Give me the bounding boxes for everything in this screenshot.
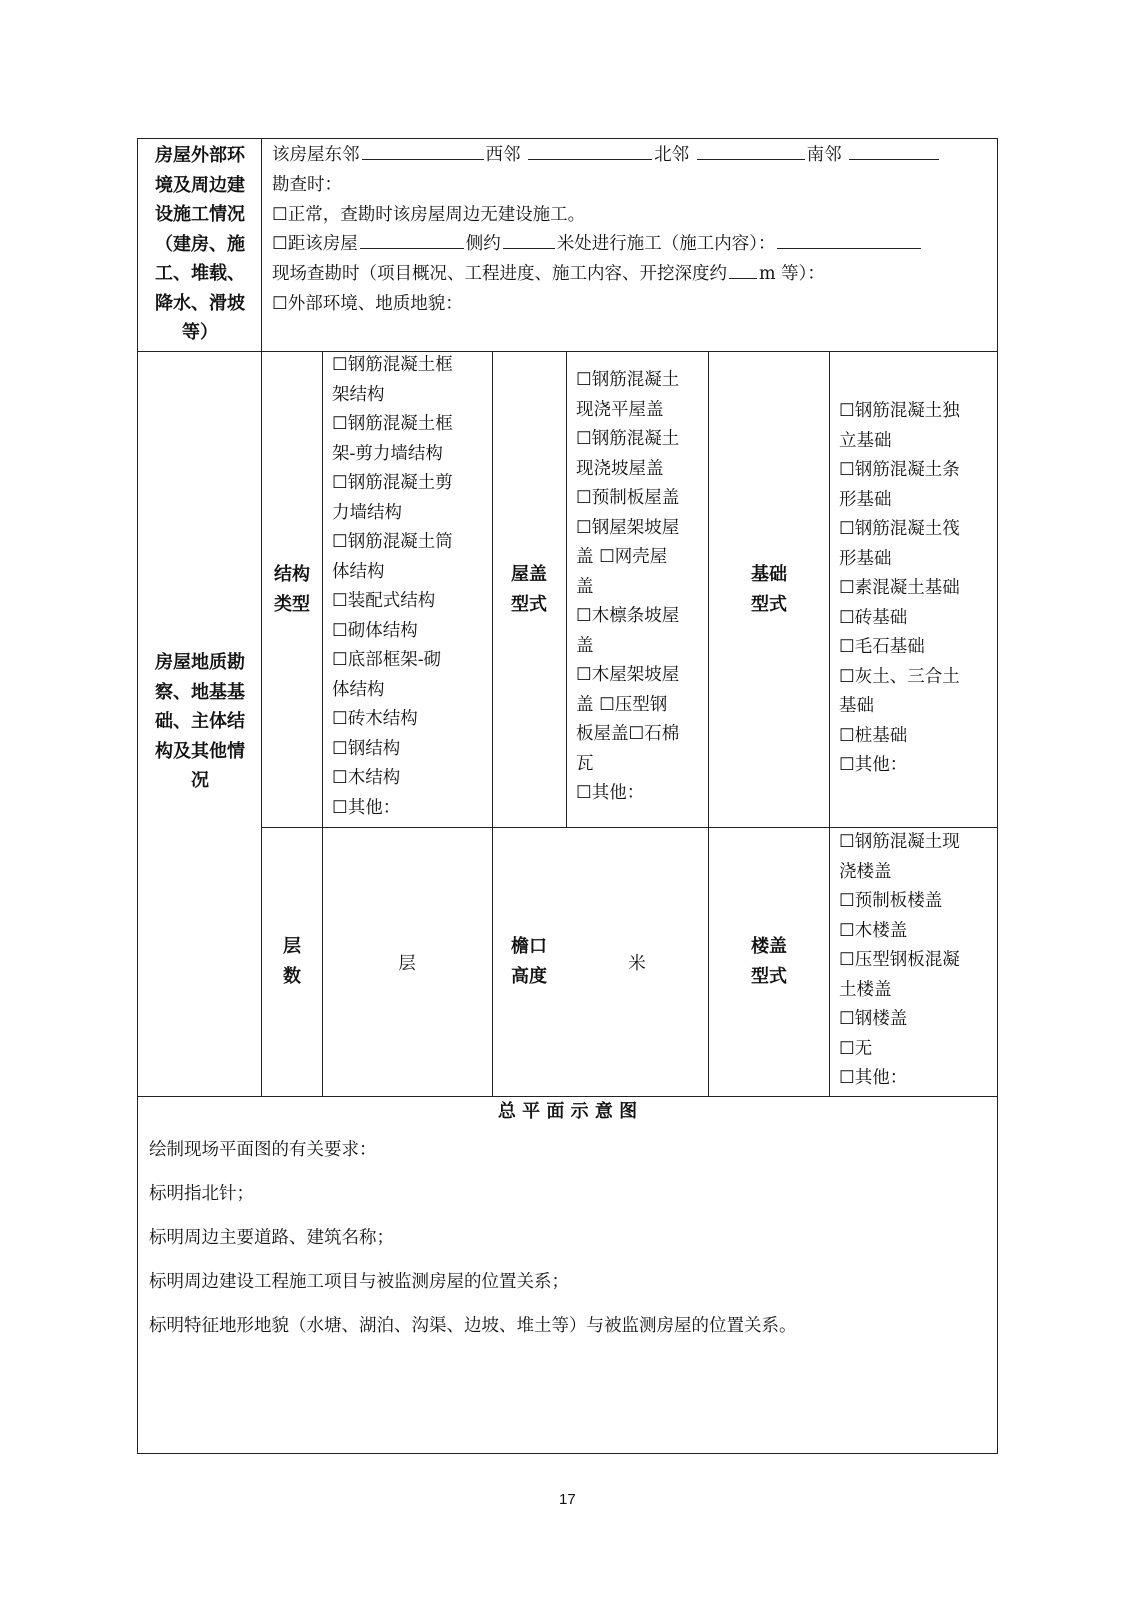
roof-option: 瓦 [576,753,594,774]
floors-value-field[interactable] [322,950,492,975]
foundation-option: 立基础 [839,430,892,451]
floor-slab-option[interactable]: ☐钢筋混凝土现 [839,832,960,852]
structure-option: 力墙结构 [332,502,402,523]
floor-slab-option[interactable]: ☐压型钢板混凝 [839,950,960,970]
row-divider-1 [137,351,998,352]
foundation-type-options [839,397,960,781]
foundation-option[interactable]: ☐钢筋混凝土条 [839,460,960,480]
col-divider-a [322,351,323,1096]
roof-option: 盖 [576,576,594,597]
site-plan-instruction: 标明特征地形地貌（水塘、湖泊、沟渠、边坡、堆土等）与被监测房屋的位置关系。 [149,1316,797,1336]
roof-option: 盖 [576,635,594,656]
foundation-option[interactable]: ☐其他： [839,755,908,775]
floor-slab-option[interactable]: ☐其他： [839,1068,908,1088]
structure-option[interactable]: ☐木结构 [332,768,401,788]
foundation-option[interactable]: ☐钢筋混凝土独 [839,401,960,421]
roof-option[interactable]: ☐钢筋混凝土 [576,370,680,390]
section2-label: 房屋地质勘 察、地基基 础、主体结 构及其他情 况 [155,652,245,791]
roof-option[interactable]: ☐钢筋混凝土 [576,429,680,449]
option-environment-checkbox[interactable]: ☐外部环境、地质地貌： [272,294,463,314]
foundation-option: 形基础 [839,548,892,569]
floors-unit: 层 [398,954,416,974]
roof-option[interactable]: 盖 ☐网壳屋 [576,547,668,567]
site-plan-instruction: 绘制现场平面图的有关要求： [149,1140,377,1160]
structure-type-label: 结构 类型 [274,564,310,615]
site-plan-instruction: 标明周边主要道路、建筑名称； [149,1228,394,1248]
structure-option[interactable]: ☐装配式结构 [332,591,436,611]
form-table [137,138,998,1454]
roof-option[interactable]: ☐钢屋架坡屋 [576,517,680,538]
structure-option[interactable]: ☐钢结构 [332,738,401,759]
construction-distance-line: ☐距该房屋 侧约 米处进行施工（施工内容）： [272,230,923,260]
foundation-type-label: 基础 型式 [751,564,787,615]
structure-option: 体结构 [332,561,385,582]
floor-slab-option[interactable]: ☐钢楼盖 [839,1009,908,1029]
eave-height-value-field[interactable] [566,950,708,975]
structure-option[interactable]: ☐砌体结构 [332,620,418,641]
structure-option: 体结构 [332,679,385,700]
survey-label: 勘查时： [272,175,342,195]
floors-label: 层 数 [283,936,301,987]
page-number: 17 [559,1491,576,1508]
roof-option[interactable]: 板屋盖☐石棉 [576,724,680,744]
structure-option[interactable]: ☐砖木结构 [332,709,418,729]
floor-slab-type-label: 楼盖 型式 [751,936,787,987]
floor-slab-option: 土楼盖 [839,979,892,1000]
distance-field[interactable] [503,230,555,249]
option-nearby-construction-checkbox[interactable]: ☐距该房屋 [272,234,358,254]
roof-option: 现浇平屋盖 [576,399,664,420]
floor-slab-option[interactable]: ☐预制板楼盖 [839,891,943,911]
foundation-option[interactable]: ☐灰土、三合土 [839,666,960,687]
structure-type-options [332,351,453,823]
structure-option: 架-剪力墙结构 [332,443,443,464]
roof-option[interactable]: 盖 ☐压型钢 [576,694,668,715]
col-divider-e [829,351,830,1096]
eave-height-label: 檐口 高度 [511,936,547,987]
foundation-option[interactable]: ☐素混凝土基础 [839,578,960,598]
site-plan-instruction: 标明周边建设工程施工项目与被监测房屋的位置关系； [149,1272,569,1292]
foundation-option[interactable]: ☐砖基础 [839,607,908,628]
roof-type-options [576,366,679,809]
option-normal-checkbox[interactable]: ☐正常，查勘时该房屋周边无建设施工。 [272,205,586,225]
foundation-option: 形基础 [839,489,892,510]
structure-option[interactable]: ☐钢筋混凝土框 [332,414,453,434]
structure-option[interactable]: ☐其他： [332,797,401,818]
roof-type-label: 屋盖 型式 [511,564,547,615]
site-plan-title: 总 平 面 示 意 图 [497,1101,638,1122]
col-divider-label [261,138,262,1096]
structure-option[interactable]: ☐钢筋混凝土筒 [332,532,453,552]
col-divider-d [708,351,709,1096]
floor-slab-option[interactable]: ☐木楼盖 [839,920,908,941]
west-neighbor-field[interactable] [528,141,652,160]
foundation-option[interactable]: ☐钢筋混凝土筏 [839,519,960,539]
roof-option: 现浇坡屋盖 [576,458,664,479]
foundation-option: 基础 [839,696,874,716]
roof-option[interactable]: ☐木屋架坡屋 [576,665,680,685]
structure-option: 架结构 [332,384,385,405]
excavation-depth-field[interactable] [729,260,757,279]
side-field[interactable] [360,230,464,249]
neighbors-line [272,141,941,171]
site-plan-instruction: 标明指北针； [149,1184,254,1204]
foundation-option[interactable]: ☐毛石基础 [839,637,925,657]
col-divider-c1 [566,351,567,827]
south-neighbor-label: 南邻 [806,145,842,165]
north-neighbor-label: 北邻 [654,145,690,165]
structure-option[interactable]: ☐底部框架-砌 [332,650,442,670]
floor-slab-option[interactable]: ☐无 [839,1038,873,1059]
structure-option[interactable]: ☐钢筋混凝土框 [332,355,453,375]
floor-slab-option: 浇楼盖 [839,861,892,882]
east-neighbor-label: 该房屋东邻 [272,145,360,165]
foundation-option[interactable]: ☐桩基础 [839,725,908,746]
construction-content-field[interactable] [777,230,921,249]
structure-option[interactable]: ☐钢筋混凝土剪 [332,473,453,493]
section1-label: 房屋外部环 境及周边建 设施工情况 （建房、施 工、堆载、 降水、滑坡 等） [155,145,245,343]
roof-option[interactable]: ☐预制板屋盖 [576,488,680,508]
south-neighbor-field[interactable] [849,141,939,160]
site-survey-line: 现场查勘时（项目概况、工程进度、施工内容、开挖深度约 m 等）： [272,260,825,290]
roof-option[interactable]: ☐木檩条坡屋 [576,606,680,626]
roof-option[interactable]: ☐其他： [576,783,645,803]
eave-height-unit: 米 [628,954,646,974]
west-neighbor-label: 西邻 [485,145,521,165]
east-neighbor-field[interactable] [362,141,484,160]
north-neighbor-field[interactable] [697,141,805,160]
col-divider-b [492,351,493,1096]
floor-slab-type-options [839,828,960,1094]
